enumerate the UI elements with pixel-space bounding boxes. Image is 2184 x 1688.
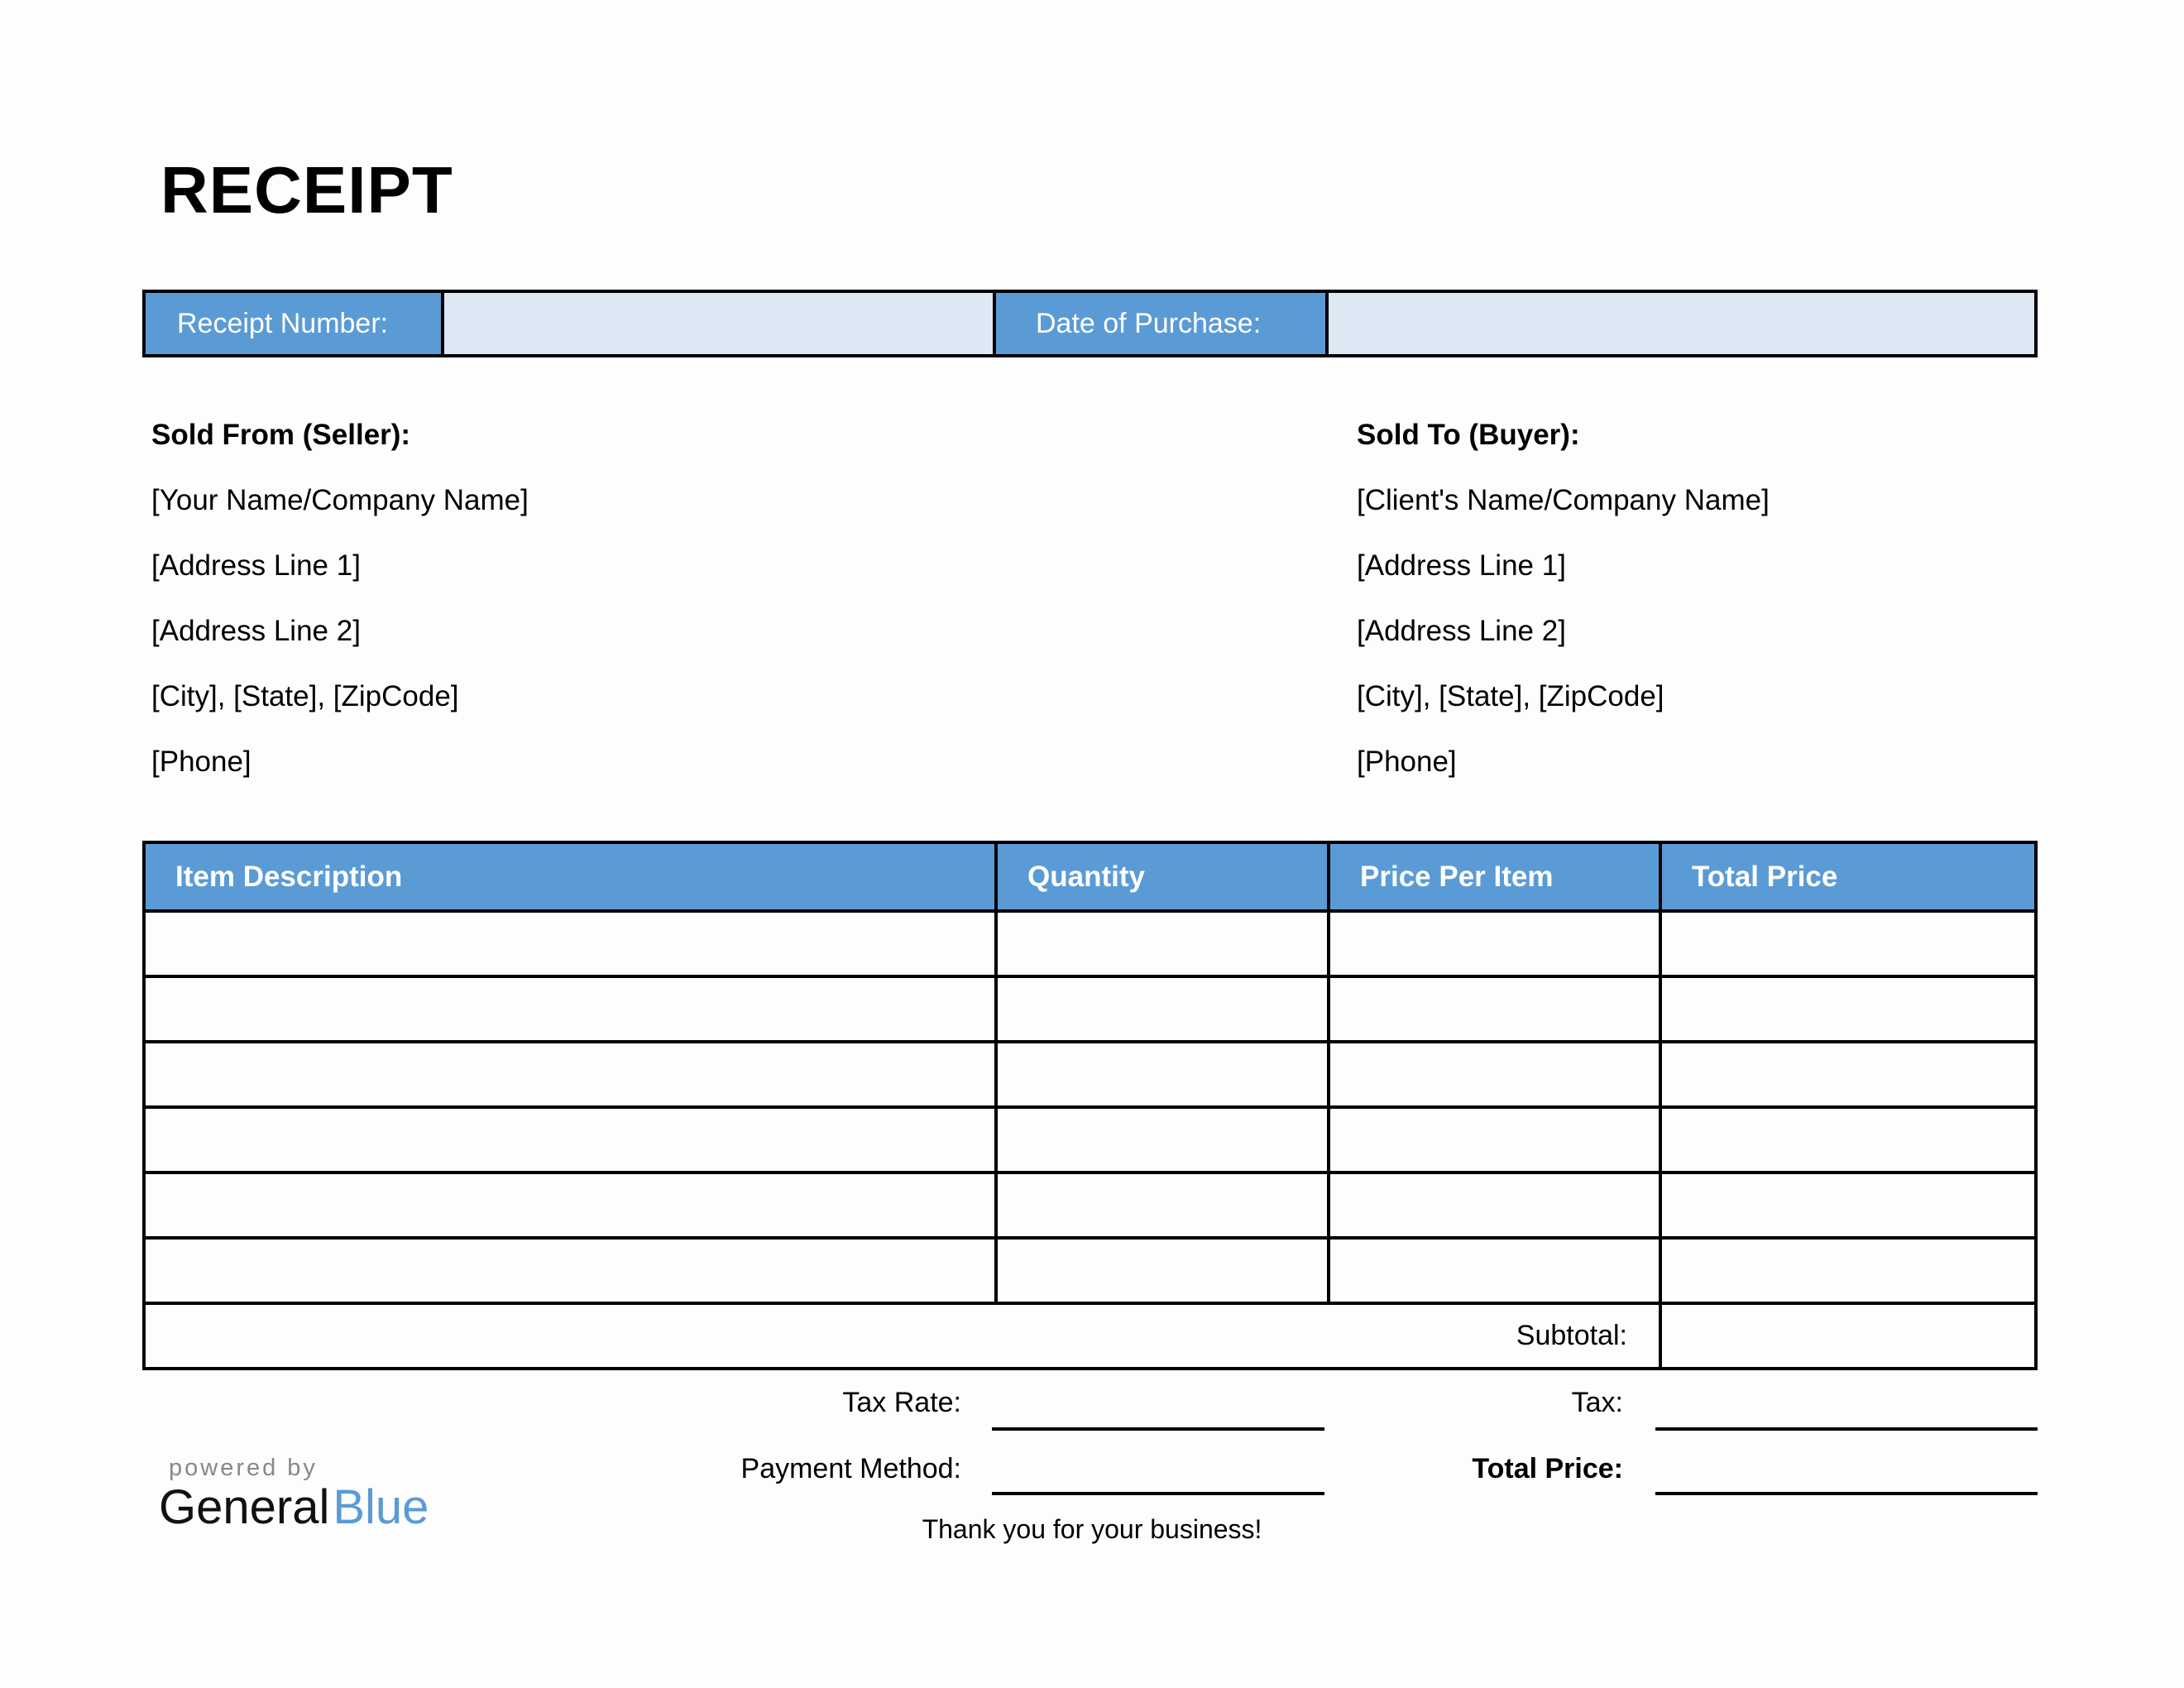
item-description-cell[interactable] (146, 1174, 994, 1236)
seller-city-state-zip[interactable]: [City], [State], [ZipCode] (151, 680, 459, 712)
subtotal-label: Subtotal: (1516, 1320, 1627, 1351)
price-per-item-cell[interactable] (1327, 913, 1659, 975)
column-header-total-price: Total Price (1659, 844, 2034, 909)
tax-underline (1655, 1427, 2038, 1431)
logo-blue: Blue (333, 1480, 429, 1534)
total-price-cell[interactable] (1659, 1174, 2034, 1236)
tax-label: Tax: (1571, 1387, 1623, 1418)
item-description-cell[interactable] (146, 1043, 994, 1105)
total-price-cell[interactable] (1659, 1109, 2034, 1171)
subtotal-value[interactable] (1659, 1305, 2034, 1367)
tax-rate-underline (992, 1427, 1324, 1431)
column-header-price-per-item: Price Per Item (1327, 844, 1659, 909)
seller-phone[interactable]: [Phone] (151, 746, 251, 778)
powered-by-text: powered by (169, 1455, 318, 1481)
item-description-cell[interactable] (146, 1109, 994, 1171)
quantity-cell[interactable] (994, 1043, 1327, 1105)
payment-method-label: Payment Method: (740, 1453, 961, 1484)
price-per-item-cell[interactable] (1327, 1043, 1659, 1105)
table-row (146, 1105, 2034, 1171)
table-row (146, 909, 2034, 975)
total-price-underline (1655, 1492, 2038, 1495)
buyer-heading: Sold To (Buyer): (1357, 419, 1580, 451)
page-title: RECEIPT (160, 153, 453, 227)
table-row (146, 1236, 2034, 1302)
column-header-quantity: Quantity (994, 844, 1327, 909)
subtotal-row (146, 1302, 2034, 1367)
payment-method-underline (992, 1492, 1324, 1495)
seller-name[interactable]: [Your Name/Company Name] (151, 484, 529, 516)
total-price-cell[interactable] (1659, 978, 2034, 1040)
item-description-cell[interactable] (146, 1240, 994, 1302)
total-price-cell[interactable] (1659, 913, 2034, 975)
seller-address-line-2[interactable]: [Address Line 2] (151, 615, 361, 647)
date-of-purchase-label: Date of Purchase: (993, 293, 1325, 354)
price-per-item-cell[interactable] (1327, 1109, 1659, 1171)
price-per-item-cell[interactable] (1327, 1174, 1659, 1236)
buyer-address-line-1[interactable]: [Address Line 1] (1357, 549, 1566, 582)
seller-heading: Sold From (Seller): (151, 419, 411, 451)
table-row (146, 975, 2034, 1040)
date-of-purchase-field[interactable] (1325, 293, 2034, 354)
seller-block (151, 402, 529, 794)
quantity-cell[interactable] (994, 1174, 1327, 1236)
total-price-cell[interactable] (1659, 1240, 2034, 1302)
quantity-cell[interactable] (994, 1240, 1327, 1302)
quantity-cell[interactable] (994, 1109, 1327, 1171)
table-row (146, 1040, 2034, 1105)
buyer-city-state-zip[interactable]: [City], [State], [ZipCode] (1357, 680, 1664, 712)
total-price-cell[interactable] (1659, 1043, 2034, 1105)
tax-rate-label: Tax Rate: (842, 1387, 961, 1418)
buyer-block (1357, 402, 1770, 794)
quantity-cell[interactable] (994, 913, 1327, 975)
thank-you-message: Thank you for your business! (922, 1514, 1262, 1544)
logo-general: General (159, 1480, 330, 1534)
buyer-address-line-2[interactable]: [Address Line 2] (1357, 615, 1566, 647)
generalblue-logo[interactable] (159, 1481, 429, 1534)
items-table-header (146, 844, 2034, 909)
quantity-cell[interactable] (994, 978, 1327, 1040)
buyer-phone[interactable]: [Phone] (1357, 746, 1457, 778)
item-description-cell[interactable] (146, 913, 994, 975)
seller-address-line-1[interactable]: [Address Line 1] (151, 549, 361, 582)
items-table (142, 841, 2038, 1370)
receipt-header-bar (142, 290, 2038, 357)
column-header-item-description: Item Description (175, 860, 403, 893)
price-per-item-cell[interactable] (1327, 1240, 1659, 1302)
receipt-number-field[interactable] (441, 293, 993, 354)
buyer-name[interactable]: [Client's Name/Company Name] (1357, 484, 1770, 516)
price-per-item-cell[interactable] (1327, 978, 1659, 1040)
item-description-cell[interactable] (146, 978, 994, 1040)
table-row (146, 1171, 2034, 1236)
total-price-label: Total Price: (1472, 1453, 1623, 1484)
receipt-number-label: Receipt Number: (146, 293, 441, 354)
